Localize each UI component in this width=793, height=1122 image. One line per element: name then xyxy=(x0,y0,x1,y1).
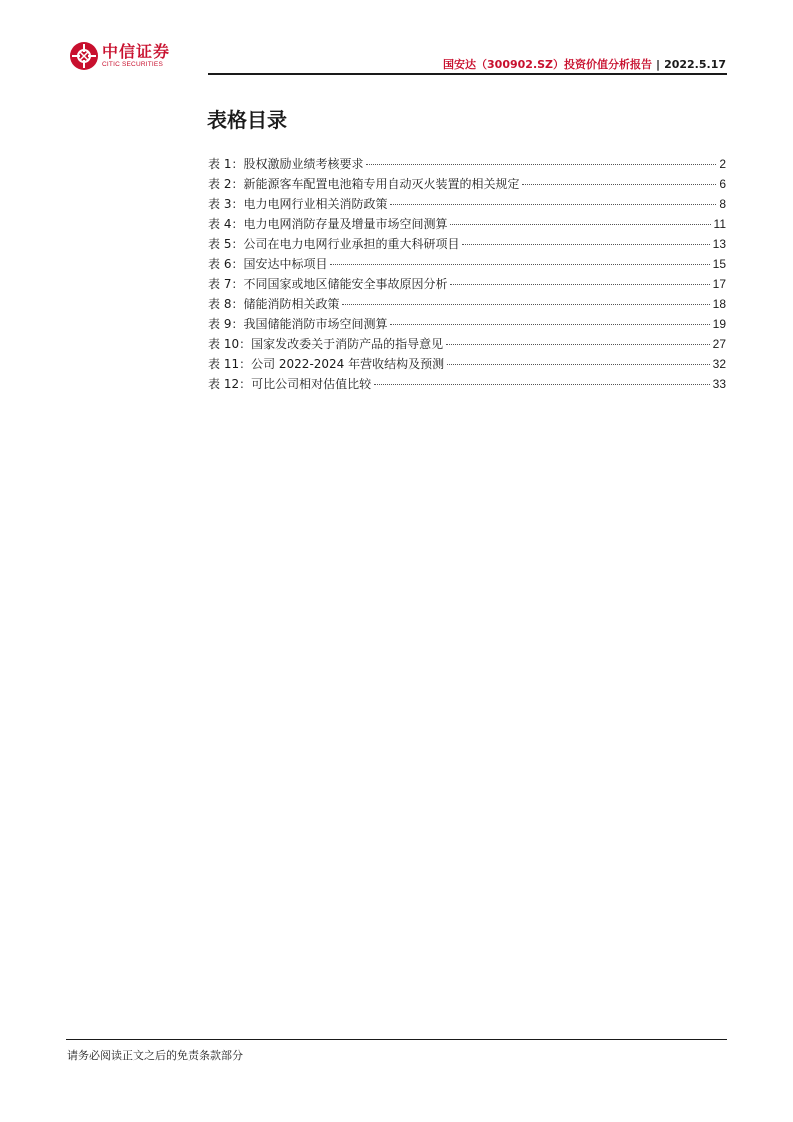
footer-disclaimer: 请务必阅读正文之后的免责条款部分 xyxy=(67,1049,243,1062)
toc-leader xyxy=(447,364,710,365)
toc-item[interactable] xyxy=(208,335,726,355)
toc-leader xyxy=(342,304,709,305)
toc-item[interactable] xyxy=(208,375,726,395)
header-separator: | xyxy=(656,58,661,71)
toc-item-page[interactable]: 2 xyxy=(719,157,726,171)
toc-item-label[interactable]: 表 6：国安达中标项目 xyxy=(208,257,328,271)
toc-item-label[interactable]: 表 7：不同国家或地区储能安全事故原因分析 xyxy=(208,277,448,291)
toc-item[interactable] xyxy=(208,235,726,255)
report-company: 国安达（300902.SZ）投资价值分析报告 xyxy=(443,58,653,71)
toc-item-page[interactable]: 15 xyxy=(712,257,726,271)
header-logo xyxy=(69,41,170,71)
toc-item-page[interactable]: 27 xyxy=(712,337,726,351)
toc-item[interactable] xyxy=(208,215,726,235)
toc-item-label[interactable]: 表 11：公司 2022-2024 年营收结构及预测 xyxy=(208,357,445,371)
toc-leader xyxy=(522,184,716,185)
toc-item[interactable] xyxy=(208,355,726,375)
toc-item-label[interactable]: 表 9：我国储能消防市场空间测算 xyxy=(208,317,388,331)
toc-item-label[interactable]: 表 3：电力电网行业相关消防政策 xyxy=(208,197,388,211)
toc-item-page[interactable]: 33 xyxy=(712,377,726,391)
toc-item[interactable] xyxy=(208,255,726,275)
toc-leader xyxy=(390,204,716,205)
logo-name-cn: 中信证券 xyxy=(102,41,171,61)
footer-divider xyxy=(66,1039,727,1040)
toc-item-label[interactable]: 表 12：可比公司相对估值比较 xyxy=(208,377,372,391)
toc-item-label[interactable]: 表 5：公司在电力电网行业承担的重大科研项目 xyxy=(208,237,460,251)
toc-item[interactable] xyxy=(208,195,726,215)
toc-leader xyxy=(462,244,709,245)
toc-item-label[interactable]: 表 10：国家发改委关于消防产品的指导意见 xyxy=(208,337,444,351)
toc-item-page[interactable]: 17 xyxy=(712,277,726,291)
toc-item-label[interactable]: 表 8：储能消防相关政策 xyxy=(208,297,340,311)
toc-item-label[interactable]: 表 1：股权激励业绩考核要求 xyxy=(208,157,364,171)
citic-logo-icon xyxy=(69,41,99,71)
toc-leader xyxy=(446,344,710,345)
toc-leader xyxy=(374,384,710,385)
toc-item[interactable] xyxy=(208,175,726,195)
toc-title: 表格目录 xyxy=(207,108,287,132)
toc-leader xyxy=(390,324,709,325)
toc-item-page[interactable]: 32 xyxy=(712,357,726,371)
toc-item[interactable] xyxy=(208,295,726,315)
toc-leader xyxy=(330,264,709,265)
toc-leader xyxy=(450,224,710,225)
toc-item[interactable] xyxy=(208,275,726,295)
toc-item-page[interactable]: 18 xyxy=(712,297,726,311)
report-date: 2022.5.17 xyxy=(664,58,726,71)
toc-item-page[interactable]: 11 xyxy=(713,217,726,231)
toc-item-page[interactable]: 19 xyxy=(712,317,726,331)
toc-item[interactable] xyxy=(208,155,726,175)
toc-leader xyxy=(366,164,716,165)
logo-name-en: CITIC SECURITIES xyxy=(102,60,163,68)
report-header xyxy=(443,56,726,72)
header-divider xyxy=(208,73,727,75)
toc-item-page[interactable]: 6 xyxy=(719,177,726,191)
toc-list xyxy=(208,155,726,395)
toc-leader xyxy=(450,284,709,285)
toc-item[interactable] xyxy=(208,315,726,335)
toc-item-page[interactable]: 13 xyxy=(712,237,726,251)
toc-item-label[interactable]: 表 4：电力电网消防存量及增量市场空间测算 xyxy=(208,217,448,231)
toc-item-page[interactable]: 8 xyxy=(719,197,726,211)
toc-item-label[interactable]: 表 2：新能源客车配置电池箱专用自动灭火装置的相关规定 xyxy=(208,177,520,191)
